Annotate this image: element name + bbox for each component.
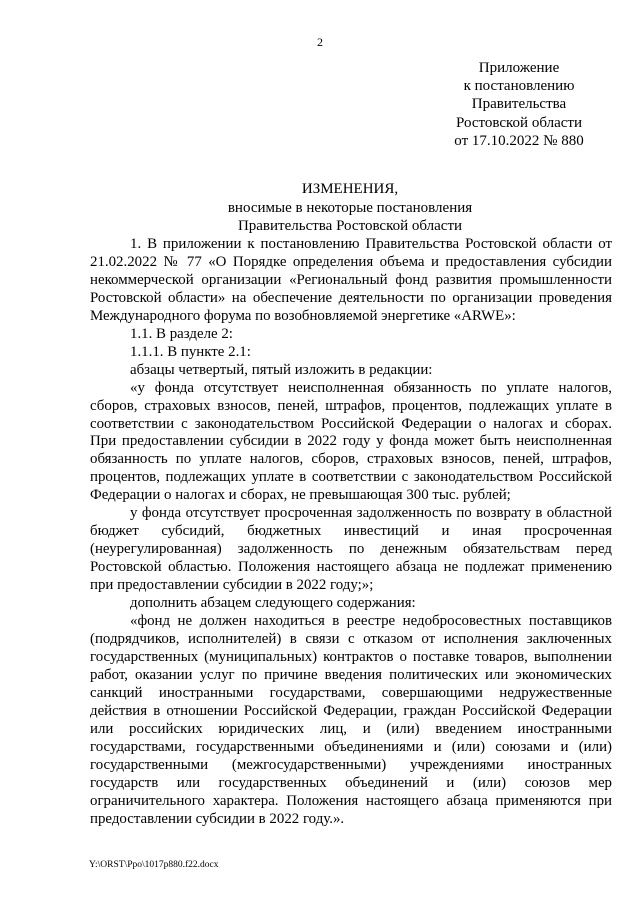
document-subtitle: Правительства Ростовской области: [237, 218, 463, 234]
footer-file-path: Y:\ORST\Ppo\1017p880.f22.docx: [89, 860, 219, 870]
document-title-block: [0, 180, 640, 236]
paragraph: у фонда отсутствует просроченная задолженность по возврату в областной бюджет субсидий, бюджетных инвестиций и иная просроченная (неурегулированная) задолженность по денежным обязательствам перед Ростовской областью. Положения настоящего абзаца не подлежат применению при предоставлении субсидии в 2022 году;»;: [90, 505, 612, 594]
appendix-line: Приложение: [478, 60, 560, 76]
paragraph: «у фонда отсутствует неисполненная обязанность по уплате налогов, сборов, страховых взносов, пеней, штрафов, процентов, подлежащих уплате в соответствии с законодательством Российской Федерации о налогах и сборах. При предоставлении субсидии в 2022 году у фонда может быть неисполненная обязанность по уплате налогов, сборов, страховых взносов, пеней, штрафов, процентов, подлежащих уплате в соответствии с законодательством Российской Федерации о налогах и сборах, не превышающая 300 тыс. рублей;: [90, 379, 612, 504]
appendix-line: Правительства: [471, 96, 567, 113]
appendix-line: к постановлению: [463, 78, 575, 95]
paragraph: дополнить абзацем следующего содержания:: [130, 595, 416, 612]
paragraph: абзацы четвертый, пятый изложить в редакции:: [130, 361, 433, 378]
document-subtitle: вносимые в некоторые постановления: [227, 199, 473, 216]
document-title: ИЗМЕНЕНИЯ,: [301, 181, 399, 197]
document-body: [90, 236, 612, 828]
appendix-line: от 17.10.2022 № 880: [454, 132, 584, 149]
paragraph: 1. В приложении к постановлению Правительства Ростовской области от 21.02.2022 № 77 «О Порядке определения объема и предоставления субсидии некоммерческой организации «Региональный фонд развития промышленности Ростовской области» на обеспечение деятельности по организации проведения Международного форума по возобновляемой энергетике «ARWE»:: [90, 236, 612, 324]
page-number: 2: [317, 35, 323, 49]
paragraph: «фонд не должен находиться в реестре недобросовестных поставщиков (подрядчиков, исполнителей) в связи с отказом от исполнения заключенных государственных (муниципальных) контрактов о поставке товаров, выполнении работ, оказании услуг по причине введения политических или экономических санкций иностранными государствами, совершающими недружественные действия в отношении Российской Федерации, граждан Российской Федерации или российских юридических лиц, и (или) введением иностранными государствами, государственными объединениями и (или) союзами и (или) государственными (межгосударственными) учреждениями иностранных государств или государственных объединений и (или) союзов мер ограничительного характера. Положения настоящего абзаца применяются при предоставлении субсидии в 2022 году.».: [90, 613, 612, 827]
paragraph: 1.1. В разделе 2:: [130, 325, 233, 342]
paragraph: 1.1.1. В пункте 2.1:: [130, 343, 251, 360]
appendix-line: Ростовской области: [456, 114, 582, 131]
appendix-block: [424, 59, 614, 150]
